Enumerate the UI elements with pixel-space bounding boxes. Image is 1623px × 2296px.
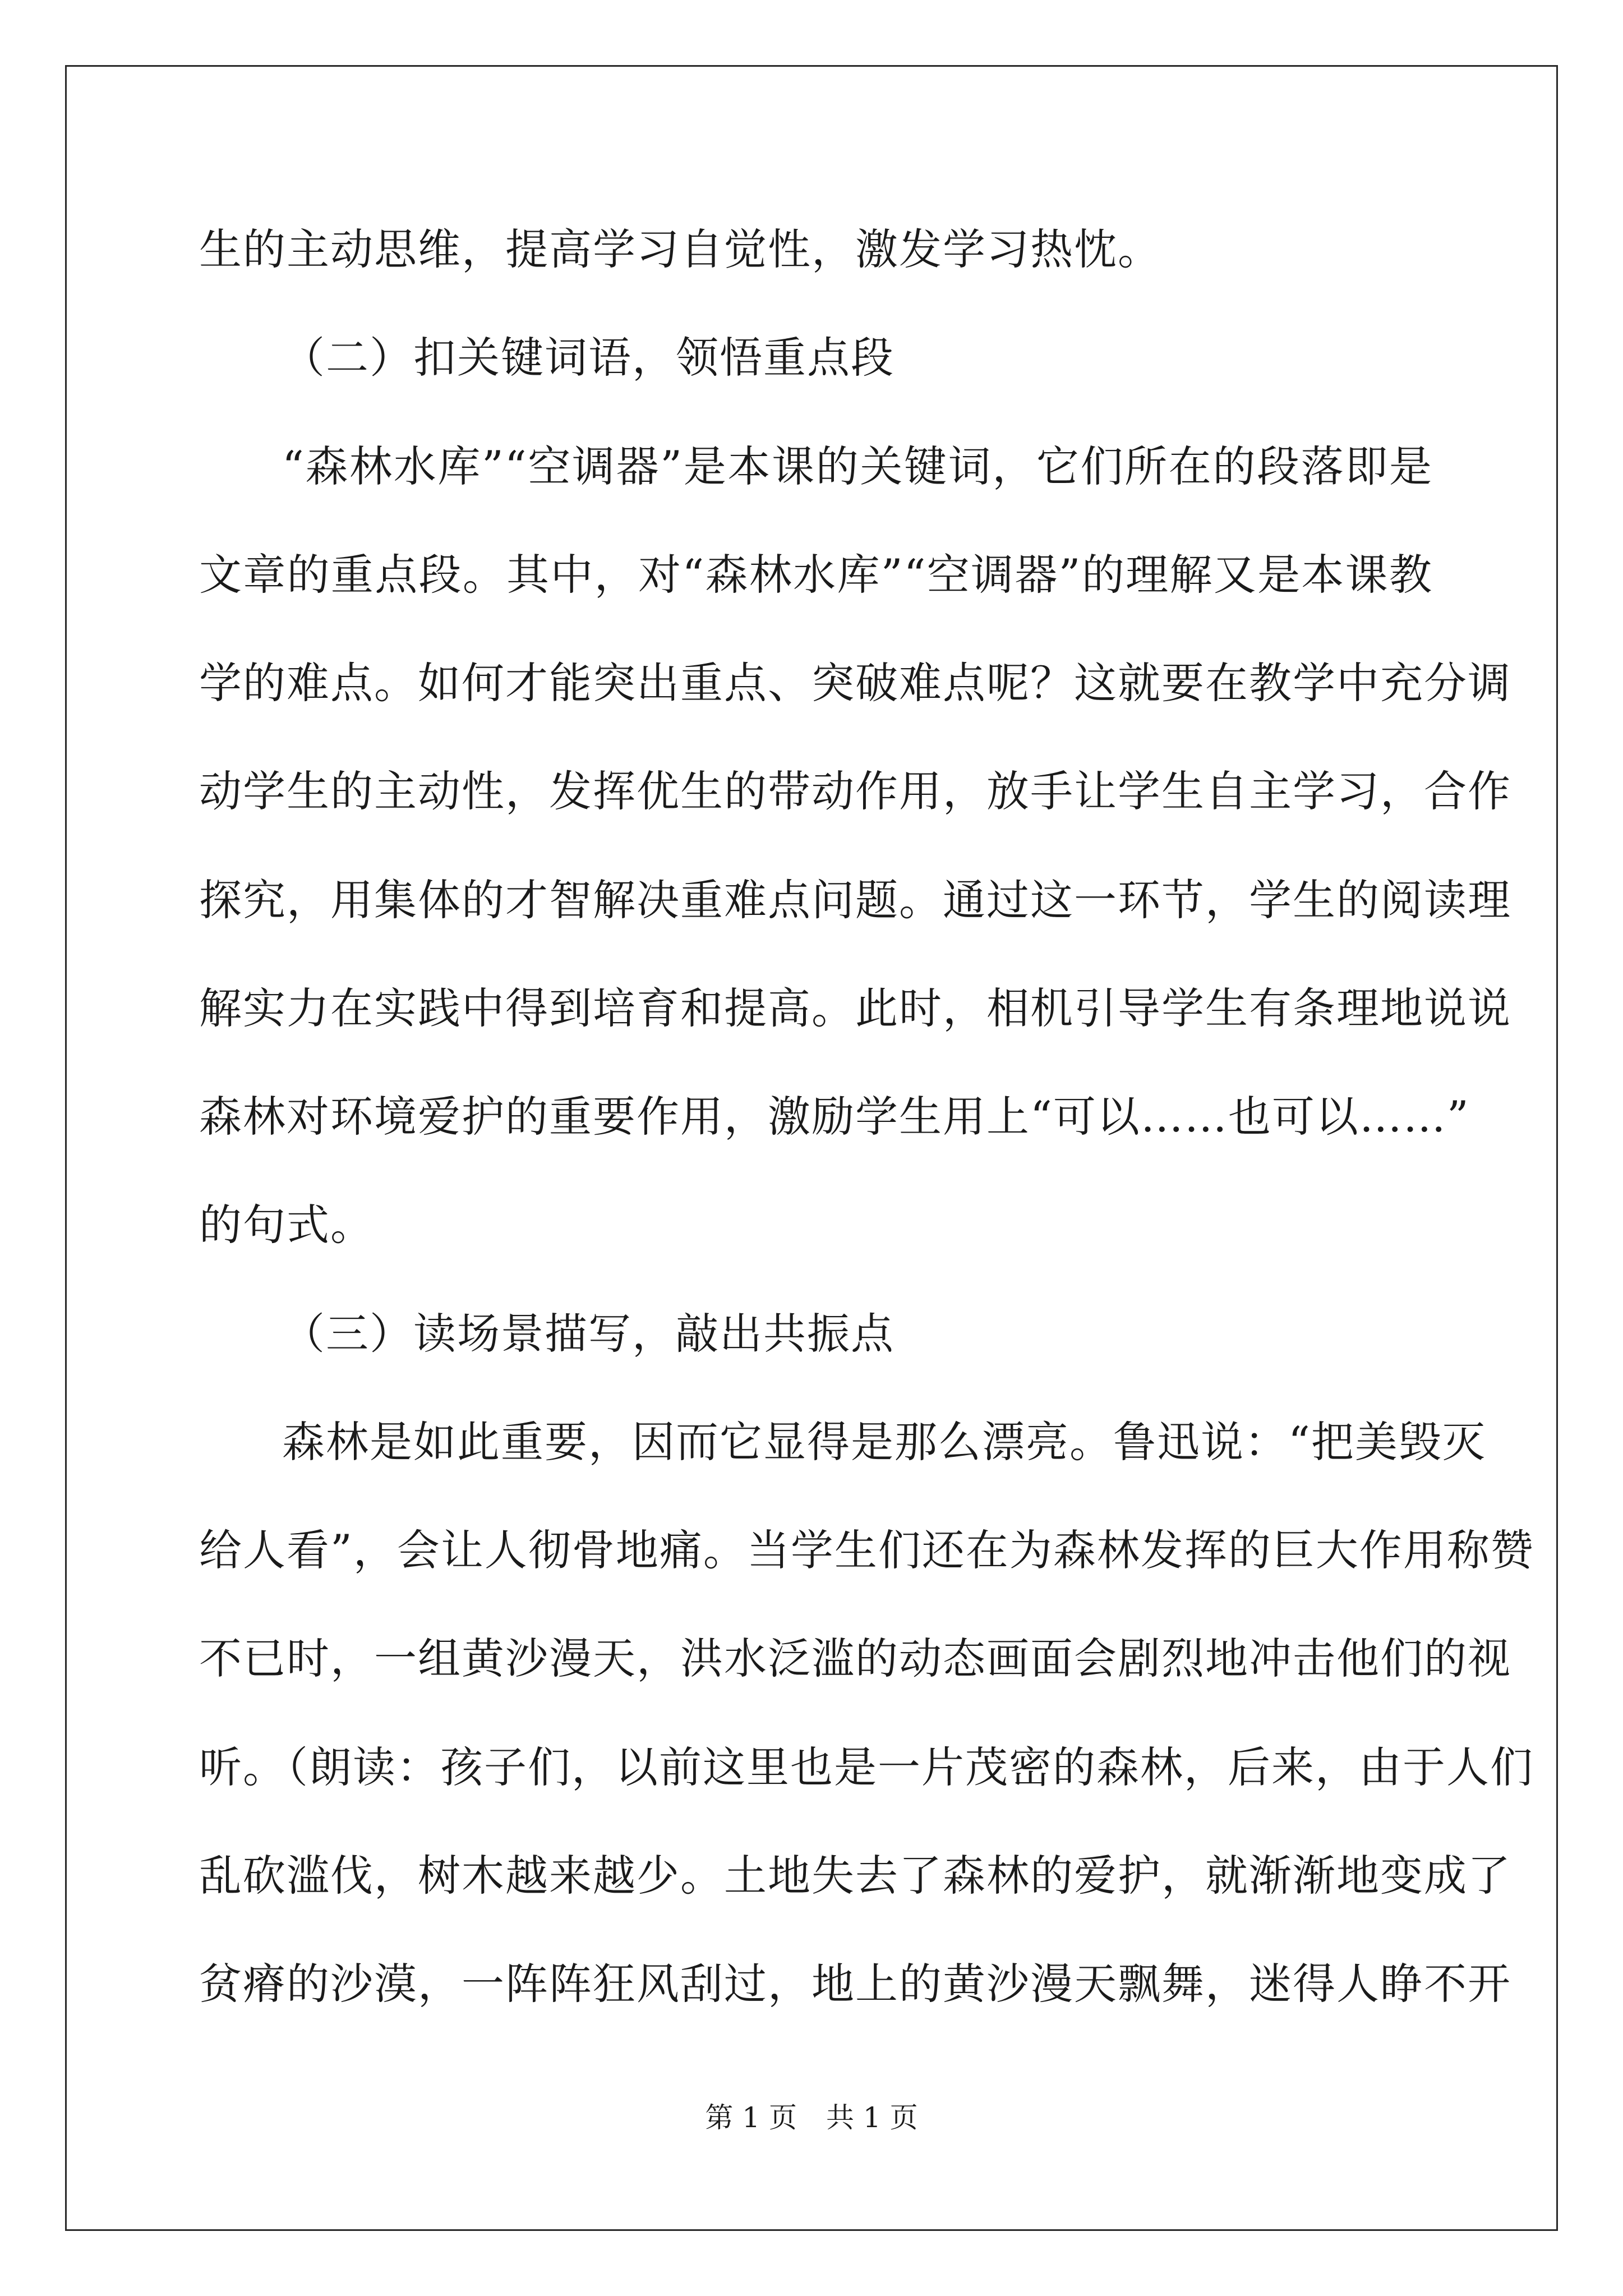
text-line: 贫瘠的沙漠，一阵阵狂风刮过，地上的黄沙漫天飘舞，迷得人睁不开 — [199, 1959, 1511, 2009]
text-line: 给人看”，会让人彻骨地痛。当学生们还在为森林发挥的巨大作用称赞 — [199, 1525, 1534, 1575]
text-line: 动学生的主动性，发挥优生的带动作用，放手让学生自主学习，合作 — [199, 766, 1511, 816]
page-number-total: 共 1 页 — [826, 2101, 918, 2134]
text-line: 生的主动思维，提高学习自觉性，激发学习热忱。 — [199, 224, 1161, 274]
text-line: 不已时，一组黄沙漫天，洪水泛滥的动态画面会剧烈地冲击他们的视 — [199, 1634, 1511, 1683]
text-line: 森林对环境爱护的重要作用，激励学生用上“可以……也可以……” — [199, 1092, 1470, 1142]
text-line: 学的难点。如何才能突出重点、突破难点呢？这就要在教学中充分调 — [199, 658, 1511, 708]
text-line: 乱砍滥伐，树木越来越少。土地失去了森林的爱护，就渐渐地变成了 — [199, 1851, 1511, 1901]
text-line: 文章的重点段。其中，对“森林水库”“空调器”的理解又是本课教 — [199, 550, 1433, 600]
section-heading: （二）扣关键词语，领悟重点段 — [282, 333, 895, 383]
text-line: 听。（朗读：孩子们，以前这里也是一片茂密的森林，后来，由于人们 — [199, 1742, 1534, 1792]
text-line: 探究，用集体的才智解决重难点问题。通过这一环节，学生的阅读理 — [199, 875, 1511, 925]
page-footer — [0, 2101, 1623, 2134]
text-line: 森林是如此重要，因而它显得是那么漂亮。鲁迅说：“把美毁灭 — [282, 1417, 1486, 1467]
section-heading: （三）读场景描写，敲出共振点 — [282, 1309, 895, 1359]
text-line: “森林水库”“空调器”是本课的关键词，它们所在的段落即是 — [282, 441, 1433, 491]
text-line: 解实力在实践中得到培育和提高。此时，相机引导学生有条理地说说 — [199, 983, 1511, 1033]
page-number-current: 第 1 页 — [705, 2101, 797, 2134]
text-line: 的句式。 — [199, 1200, 374, 1250]
